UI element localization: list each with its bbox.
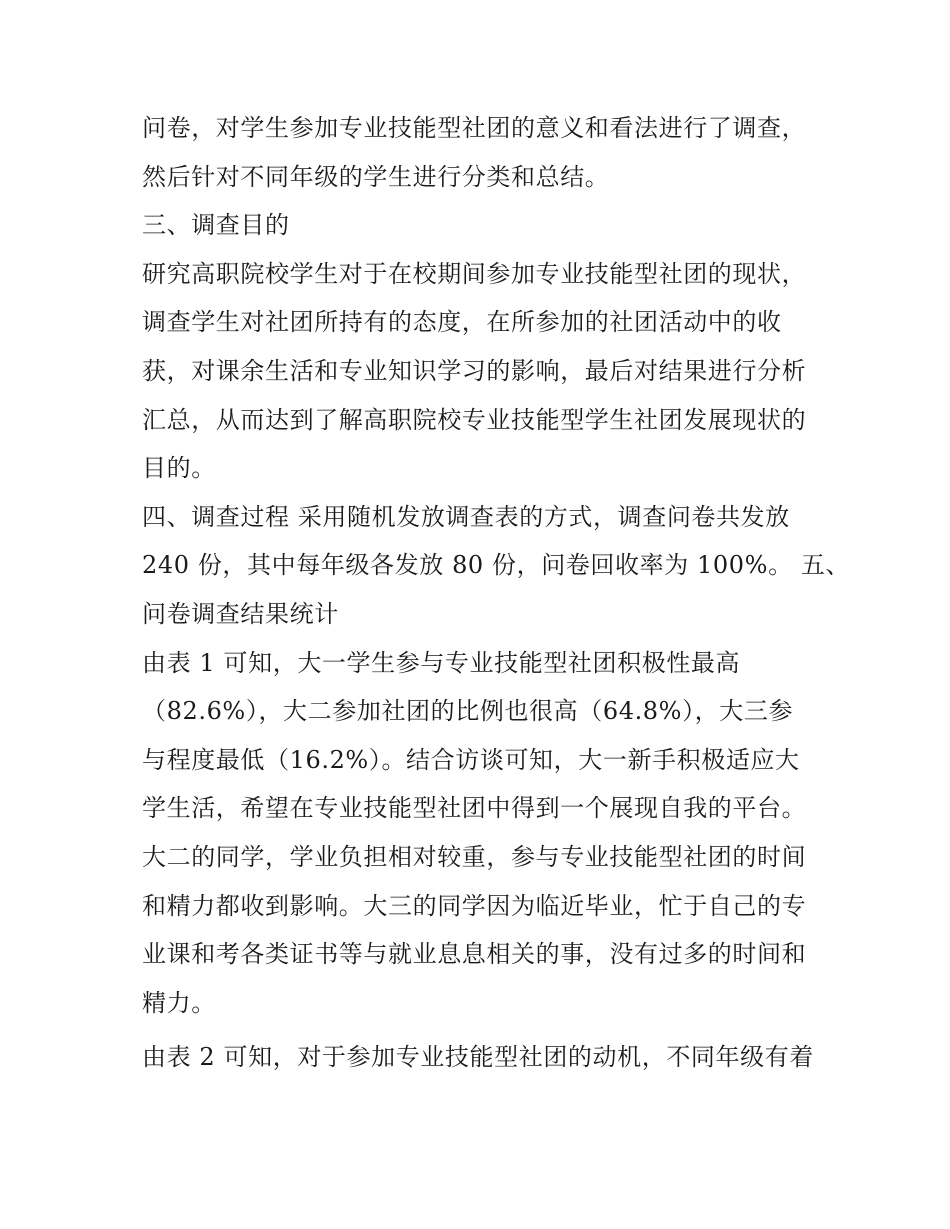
text-line: 240 份，其中每年级各发放 80 份，问卷回收率为 100%。 五、 [142, 551, 851, 580]
text-line: 调查学生对社团所持有的态度，在所参加的社团活动中的收 [142, 308, 782, 337]
text-line: 学生活，希望在专业技能型社团中得到一个展现自我的平台。 [142, 794, 807, 823]
text-line: 汇总，从而达到了解高职院校专业技能型学生社团发展现状的 [142, 405, 807, 434]
text-line: 由表 2 可知，对于参加专业技能型社团的动机，不同年级有着 [142, 1043, 814, 1072]
text-line: 大二的同学，学业负担相对较重，参与专业技能型社团的时间 [142, 842, 807, 871]
text-line: 然后针对不同年级的学生进行分类和总结。 [142, 162, 610, 191]
section-heading: 三、调查目的 [142, 211, 290, 240]
text-line: 业课和考各类证书等与就业息息相关的事，没有过多的时间和 [142, 940, 807, 969]
text-line: 精力。 [142, 988, 216, 1017]
text-line: 和精力都收到影响。大三的同学因为临近毕业，忙于自己的专 [142, 891, 807, 920]
section-heading: 四、调查过程 采用随机发放调查表的方式，调查问卷共发放 [142, 502, 790, 531]
text-line: 研究高职院校学生对于在校期间参加专业技能型社团的现状， [142, 259, 807, 288]
section-heading: 问卷调查结果统计 [142, 599, 339, 628]
text-line: 问卷，对学生参加专业技能型社团的意义和看法进行了调查， [142, 114, 807, 142]
text-line: 由表 1 可知，大一学生参与专业技能型社团积极性最高 [142, 648, 741, 677]
text-line: 与程度最低（16.2%）。结合访谈可知，大一新手积极适应大 [142, 745, 800, 774]
body-text [142, 104, 851, 1082]
text-line: 目的。 [142, 454, 216, 483]
text-line: （82.6%），大二参加社团的比例也很高（64.8%），大三参 [142, 697, 794, 726]
text-line: 获，对课余生活和专业知识学习的影响，最后对结果进行分析 [142, 356, 807, 385]
